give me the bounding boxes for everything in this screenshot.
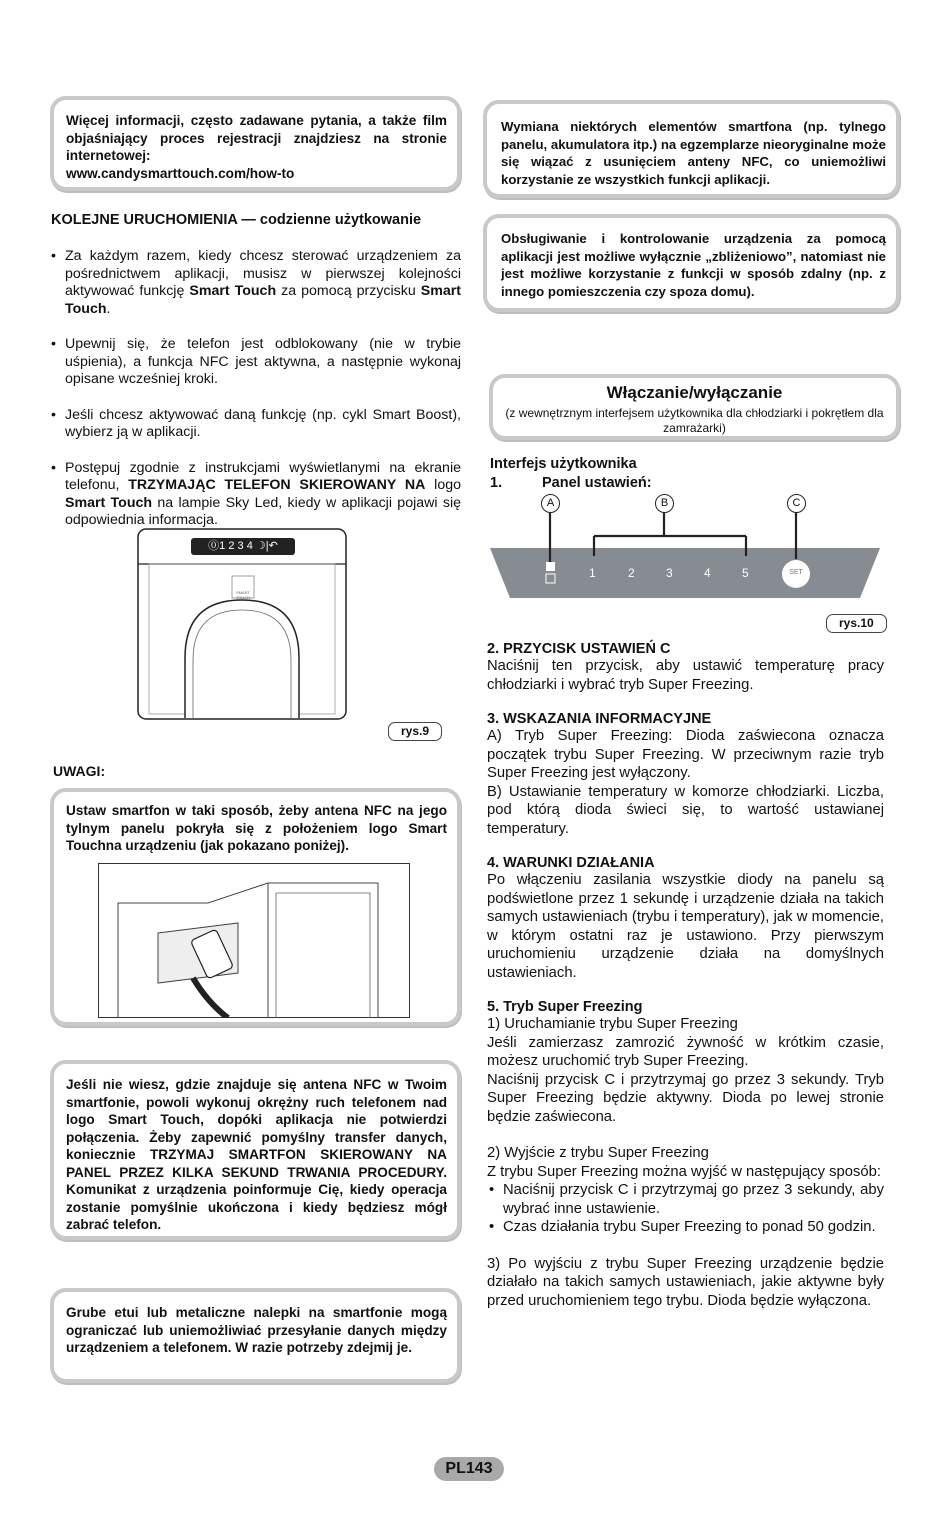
phone-fridge-illustration [98,863,410,1018]
nfc-search-box [50,1060,461,1240]
page-number: PL143 [434,1457,504,1481]
info-text: Więcej informacji, często zadawane pytania, a także film objaśniający proces rejestracji znajdziesz na stronie internetowej: [66,113,447,163]
section2-text: Naciśnij ten przycisk, aby ustawić temperaturę pracy chłodziarki i wybrać tryb Super Freezing. [487,658,884,693]
panel-number: 1. [490,475,503,491]
section4-text: Po włączeniu zasilania wszystkie diody na panelu są podświetlone przez 1 sekundę i urządzenie działa na takich samych ustawieniach (trybu i temperatury), jak w momencie, w którym ostatni raz je ustawiono. Przy pierwszym uruchomieniu urządzenie działa na domyślnych ustawieniach. [487,872,884,981]
panel-digit-5: 5 [742,566,749,580]
section2-title: 2. PRZYCISK USTAWIEŃ C [487,641,671,657]
list-item: • Postępuj zgodnie z instrukcjami wyświetlanymi na ekranie telefonu, TRZYMAJĄC TELEFON SKIEROWANY NA logo Smart Touch na lampie Sky Led, kiedy w aplikacji pojawi się odpowiednia informacja. [51,460,461,530]
section5-2-title: 2) Wyjście z trybu Super Freezing [487,1145,709,1161]
fridge-display: ⓪1 2 3 4 ☽|↶ [191,538,295,555]
panel-digit-3: 3 [666,566,673,580]
info-url: www.candysmarttouch.com/how-to [66,165,295,181]
section3-title: 3. WSKAZANIA INFORMACYJNE [487,711,712,727]
usage-bullets [51,248,461,548]
list-item: • Naciśnij przycisk C i przytrzymaj go przez 3 sekundy, aby wybrać inne ustawienie. [487,1181,884,1218]
parts-text: Wymiana niektórych elementów smartfona (np. tylnego panelu, akumulatora itp.) na egzemplarze nieoryginalne może się wiązać z usunięciem anteny NFC, co uniemożliwi korzystanie ze wszystkich funkcji aplikacji. [501,119,886,187]
parts-box [483,100,900,198]
section5-title: 5. Tryb Super Freezing [487,999,643,1015]
panel-digit-1: 1 [589,566,596,580]
onoff-box [489,374,900,440]
antenna-box [50,788,461,1026]
marker-c: C [787,494,806,513]
nfc-search-text: Jeśli nie wiesz, gdzie znajduje się antena NFC w Twoim smartfonie, powoli wykonuj okrężny ruch telefonem nad logo Smart Touch, dopóki aplikacja nie potwierdzi połączenia. Żeby zapewnić pomyślny transfer danych, koniecznie TRZYMAJ SMARTFON SKIEROWANY NA PANEL PRZEZ KILKA SEKUND TRWANIA PROCEDURY. Komunikat z urządzenia poinformuje Cię, kiedy operacja zostanie pomyślnie ukończona i kiedy będziesz mógł zabrać telefon. [66,1077,447,1232]
case-warning-box [50,1288,461,1383]
set-button[interactable]: SET [789,569,803,576]
marker-b: B [655,494,674,513]
list-item: • Czas działania trybu Super Freezing to ponad 50 godzin. [487,1218,884,1237]
antenna-text: Ustaw smartfon w taki sposób, żeby antena NFC na jego tylnym panelu pokryła się z położeniem logo Smart Touchna urządzeniu (jak pokazano poniżej). [66,803,447,853]
panel-label: Panel ustawień: [542,475,652,491]
remote-text: Obsługiwanie i kontrolowanie urządzenia za pomocą aplikacji jest możliwe wyłącznie „zbliżeniowo”, natomiast nie jest możliwe korzystanie z funkcji w sposób zdalny (np. z innego pomieszczenia czy spoza domu). [501,231,886,299]
panel-digit-2: 2 [628,566,635,580]
panel-digit-4: 4 [704,566,711,580]
section3-b: B) Ustawianie temperatury w komorze chłodziarki. Liczba, pod którą dioda świeci się, to wartość ustawianej temperatury. [487,783,884,837]
onoff-subtitle: (z wewnętrznym interfejsem użytkownika dla chłodziarki i pokrętłem dla zamrażarki) [505,406,884,435]
case-warning-text: Grube etui lub metaliczne nalepki na smartfonie mogą ograniczać lub uniemożliwiać przesyłanie danych między urządzeniem a telefonem. W razie potrzeby zdejmij je. [66,1305,447,1355]
section5-3: 3) Po wyjściu z trybu Super Freezing urządzenie będzie działało na takich samych ustawieniach, jakie aktywne były przed uruchomieniem tego trybu. Dioda będzie wyłączona. [487,1255,884,1309]
list-item: • Za każdym razem, kiedy chcesz sterować urządzeniem za pośrednictwem aplikacji, musisz w pierwszej kolejności aktywować funkcję Smart Touch za pomocą przycisku Smart Touch. [51,248,461,318]
instructions-column [487,641,884,1310]
section5-2-bullets [487,1181,884,1237]
list-item: • Upewnij się, że telefon jest odblokowany (nie w trybie uśpienia), a funkcja NFC jest aktywna, a następnie wykonaj opisane wcześniej kroki. [51,336,461,389]
onoff-title: Włączanie/wyłączanie [606,383,783,402]
section5-2-text: Z trybu Super Freezing można wyjść w następujący sposób: [487,1163,881,1180]
figure-label-rys10: rys.10 [826,614,887,633]
section-heading: KOLEJNE URUCHOMIENIA — codzienne użytkowanie [51,212,422,228]
fridge-illustration [137,528,347,718]
figure-label-rys9: rys.9 [388,722,442,741]
notes-heading: UWAGI: [53,763,106,779]
list-item: • Jeśli chcesz aktywować daną funkcję (np. cykl Smart Boost), wybierz ją w aplikacji. [51,407,461,442]
ui-title: Interfejs użytkownika [490,456,637,472]
section4-title: 4. WARUNKI DZIAŁANIA [487,855,655,871]
section5-1-b: Naciśnij przycisk C i przytrzymaj go przez 3 sekundy. Tryb Super Freezing będzie aktywny. Dioda po lewej stronie będzie zaświecona. [487,1071,884,1125]
section5-1-title: 1) Uruchamianie trybu Super Freezing [487,1016,738,1032]
info-box [50,96,461,191]
section3-a: A) Tryb Super Freezing: Dioda zaświecona oznacza początek trybu Super Freezing. W przeciwnym razie tryb Super Freezing jest wyłączony. [487,728,884,781]
section5-1-a: Jeśli zamierzasz zamrozić żywność w krótkim czasie, możesz uruchomić tryb Super Freezing. [487,1034,884,1069]
remote-box [483,214,900,312]
control-panel-diagram [490,492,880,604]
marker-a: A [541,494,560,513]
smart-touch-logo: SMART TOUCH [235,590,251,600]
